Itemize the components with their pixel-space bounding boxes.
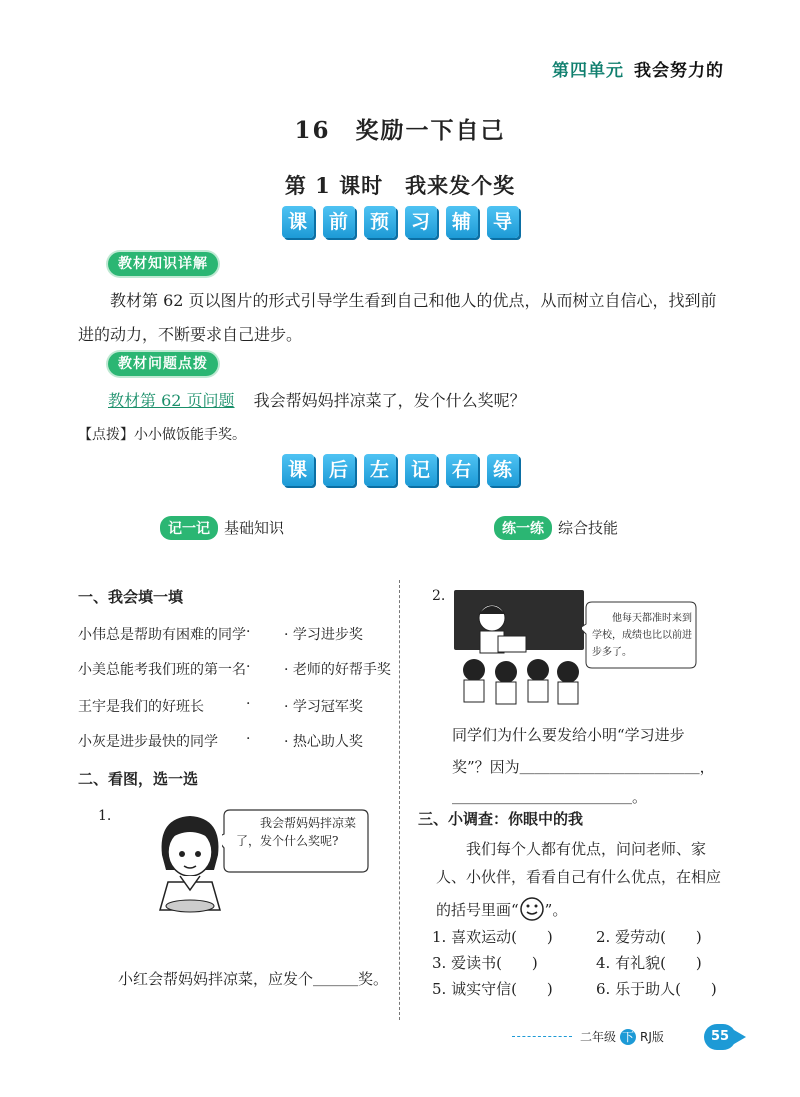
match-right-item	[284, 696, 363, 716]
option-item[interactable]: 4. 有礼貌( )	[596, 954, 702, 972]
match-left-dot[interactable]: ·	[246, 731, 251, 747]
problem-hint: 【点拨】小小做饭能手奖。	[78, 427, 246, 443]
problem-label: 教材问题点拨	[108, 352, 218, 376]
problem-question: 我会帮妈妈拌凉菜了，发个什么奖呢？	[253, 391, 526, 410]
footer-grade: 二年级	[580, 1030, 617, 1044]
match-right-dot[interactable]: ·	[284, 699, 289, 715]
banner-tile: 右	[446, 454, 478, 486]
banner-tile: 课	[282, 454, 314, 486]
match-right-dot[interactable]: ·	[284, 734, 289, 750]
q3-title: 三、小调查：你眼中的我	[418, 810, 584, 828]
q3-text-4: ”。	[544, 900, 568, 919]
match-left-item: 小灰是进步最快的同学	[78, 734, 218, 750]
match-right-label: 学习进步奖	[292, 627, 363, 643]
footer-term: 下	[622, 1029, 635, 1044]
knowledge-text: 教材第 62 页以图片的形式引导学生看到自己和他人的优点，从而树立自信心，找到前进的动力，不断要求自己进步。	[78, 291, 717, 344]
q-right-text-1: 同学们为什么要发给小明“学习进步	[452, 726, 685, 744]
right-tag: 练一练	[494, 516, 552, 540]
lesson-title: 16 奖励一下自己	[294, 117, 506, 144]
smiley-icon	[519, 896, 545, 922]
knowledge-label: 教材知识详解	[108, 252, 218, 276]
match-right-item	[284, 731, 363, 751]
match-left-item: 王宇是我们的好班长	[78, 699, 204, 715]
lesson-subtitle: 第 1 课时 我来发个奖	[284, 173, 516, 198]
q3-text-3: 的括号里画“	[436, 900, 519, 919]
bubble-1-text: 我会帮妈妈拌凉菜了，发个什么奖呢?	[236, 816, 357, 848]
banner-tile: 习	[405, 206, 437, 238]
banner-tile: 辅	[446, 206, 478, 238]
left-tag: 记一记	[160, 516, 218, 540]
problem-link[interactable]: 教材第 62 页问题	[108, 391, 235, 410]
match-right-item	[284, 624, 363, 644]
banner-tile: 记	[405, 454, 437, 486]
match-right-label: 学习冠军奖	[292, 699, 363, 715]
banner-tile: 后	[323, 454, 355, 486]
q3-text-3-row	[436, 896, 567, 922]
q-right-number: 2.	[432, 588, 446, 604]
match-right-label: 热心助人奖	[292, 734, 363, 750]
left-title: 基础知识	[224, 519, 285, 537]
footer-info	[580, 1028, 664, 1045]
q2-number: 1.	[98, 808, 112, 824]
match-left-dot[interactable]: ·	[246, 696, 251, 712]
unit-header	[552, 56, 724, 81]
option-item[interactable]: 5. 诚实守信( )	[432, 980, 553, 998]
q-right-text-3: ＿＿＿＿＿＿＿＿＿＿＿＿。	[452, 788, 648, 806]
classroom-illustration	[452, 588, 586, 706]
q3-text-2: 人、小伙伴，看看自己有什么优点，在相应	[436, 868, 722, 886]
left-column-head	[160, 516, 284, 540]
option-item[interactable]: 2. 爱劳动( )	[596, 928, 702, 946]
q2-title: 二、看图，选一选	[78, 770, 199, 788]
banner-preview	[0, 206, 800, 238]
page-number: 55	[704, 1024, 736, 1050]
right-column-head	[494, 516, 618, 540]
match-right-dot[interactable]: ·	[284, 662, 289, 678]
option-item[interactable]: 6. 乐于助人( )	[596, 980, 717, 998]
unit-title: 我会努力的	[634, 61, 724, 81]
bubble-2-text: 他每天都准时来到学校，成绩也比以前进步多了。	[592, 613, 692, 658]
option-item[interactable]: 1. 喜欢运动( )	[432, 928, 553, 946]
q1-title: 一、我会填一填	[78, 588, 184, 606]
option-item[interactable]: 3. 爱读书( )	[432, 954, 538, 972]
banner-tile: 预	[364, 206, 396, 238]
match-left-item: 小伟总是帮助有困难的同学	[78, 627, 246, 643]
match-right-label: 老师的好帮手奖	[292, 662, 391, 678]
q-right-text-2: 奖”？因为＿＿＿＿＿＿＿＿＿＿＿＿，	[452, 758, 715, 776]
banner-tile: 练	[487, 454, 519, 486]
footer-rule	[512, 1036, 572, 1037]
match-right-dot[interactable]: ·	[284, 627, 289, 643]
banner-practice	[0, 454, 800, 486]
match-left-dot[interactable]: ·	[246, 659, 251, 675]
match-right-item	[284, 659, 391, 679]
footer-edition: RJ版	[640, 1030, 664, 1044]
match-left-dot[interactable]: ·	[246, 624, 251, 640]
right-title: 综合技能	[558, 519, 619, 537]
column-divider	[399, 580, 400, 1020]
banner-tile: 前	[323, 206, 355, 238]
banner-tile: 导	[487, 206, 519, 238]
unit-number: 第四单元	[552, 61, 624, 81]
problem-line	[108, 384, 728, 418]
match-left-item: 小美总能考我们班的第一名	[78, 662, 246, 678]
banner-tile: 左	[364, 454, 396, 486]
banner-tile: 课	[282, 206, 314, 238]
q3-text-1: 我们每个人都有优点，问问老师、家	[466, 840, 707, 858]
page-arrow-icon	[734, 1030, 746, 1044]
q2-text: 小红会帮妈妈拌凉菜，应发个＿＿＿奖。	[118, 970, 389, 988]
